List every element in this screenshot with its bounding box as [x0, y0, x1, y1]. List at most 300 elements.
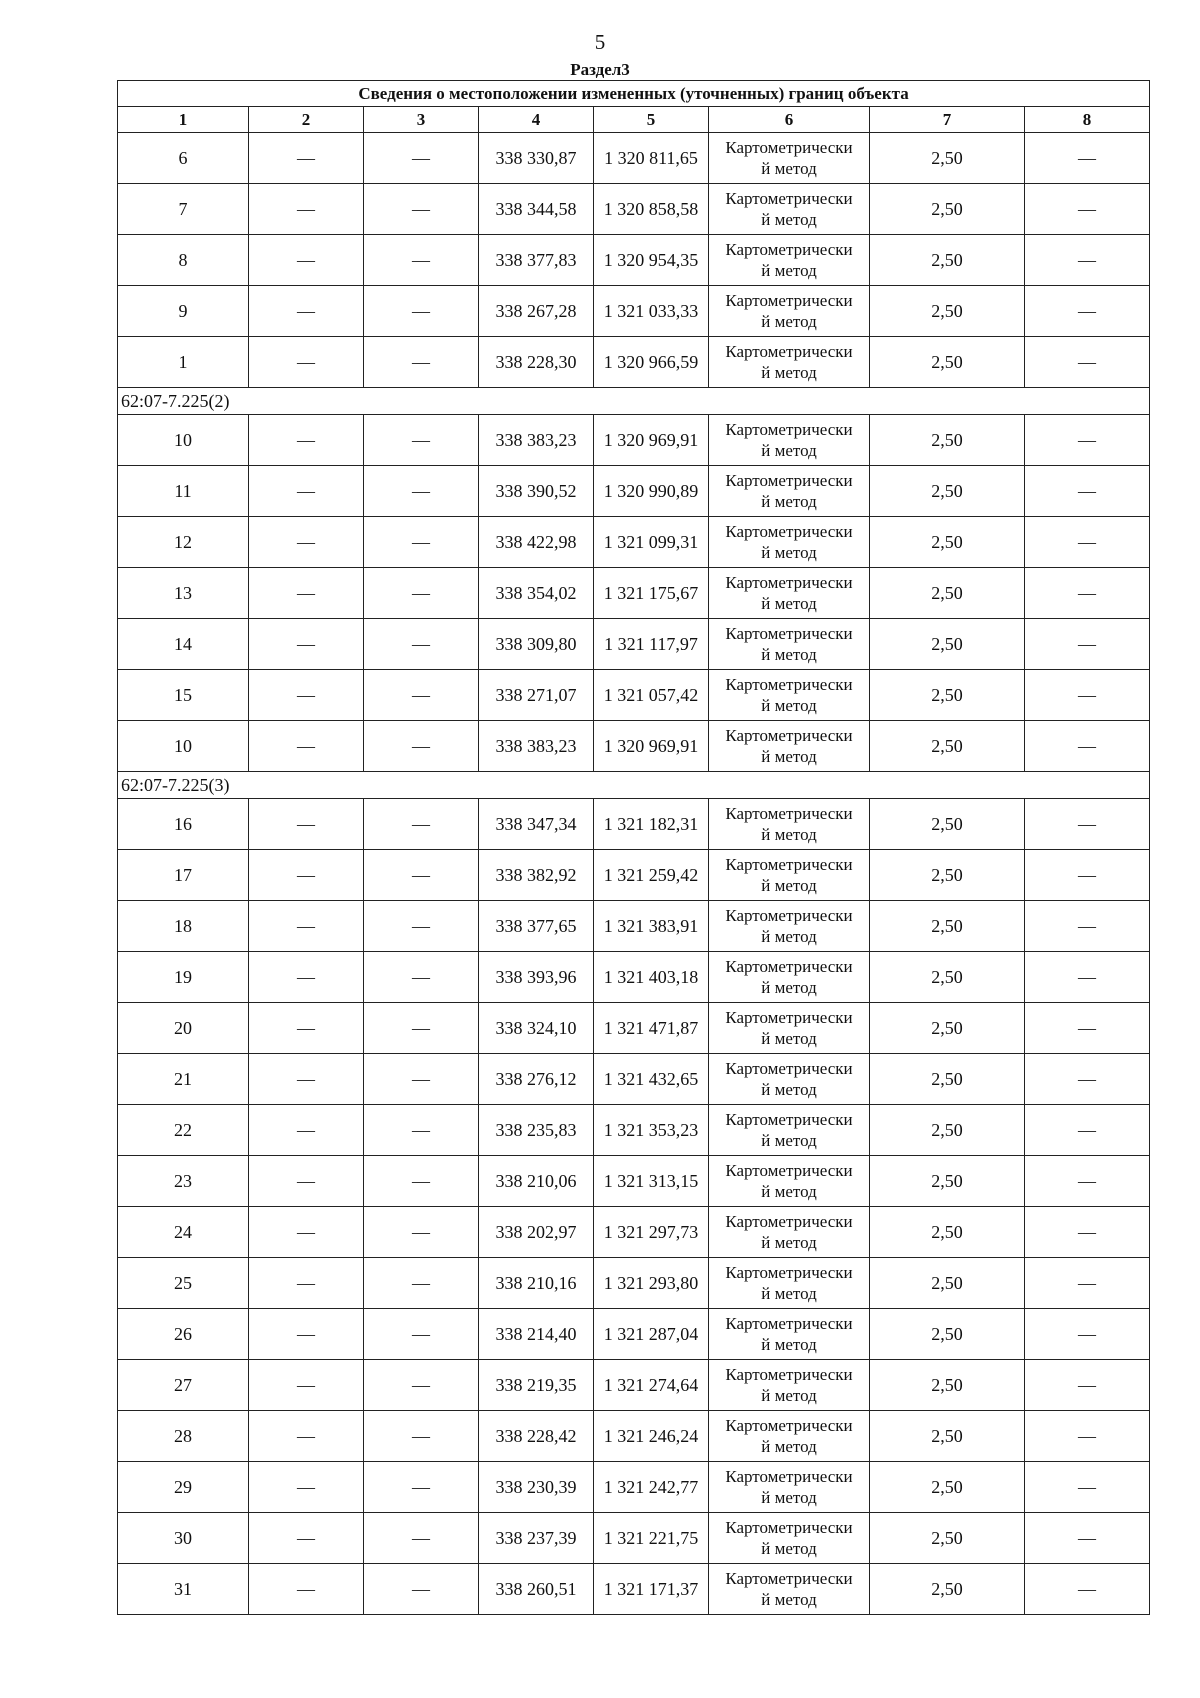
- col2-cell: —: [249, 1105, 364, 1156]
- method-text-line: й метод: [761, 1182, 817, 1201]
- col2-cell: —: [249, 1309, 364, 1360]
- method-cell: [709, 1360, 870, 1411]
- col8-cell: —: [1025, 415, 1150, 466]
- y-coordinate-cell: 1 320 969,91: [594, 721, 709, 772]
- col3-cell: —: [364, 1513, 479, 1564]
- table-row: [118, 1054, 1150, 1105]
- x-coordinate-cell: 338 382,92: [479, 850, 594, 901]
- table-row: [118, 1564, 1150, 1615]
- y-coordinate-cell: 1 321 175,67: [594, 568, 709, 619]
- col2-cell: —: [249, 1411, 364, 1462]
- method-text-line: Картометрически: [725, 522, 853, 541]
- point-number-cell: 12: [118, 517, 249, 568]
- method-text-line: й метод: [761, 1590, 817, 1609]
- method-text-line: й метод: [761, 492, 817, 511]
- col8-cell: —: [1025, 901, 1150, 952]
- table-row: [118, 337, 1150, 388]
- method-cell: [709, 337, 870, 388]
- method-text-line: Картометрически: [725, 675, 853, 694]
- accuracy-cell: 2,50: [870, 466, 1025, 517]
- col8-cell: —: [1025, 235, 1150, 286]
- col8-cell: —: [1025, 1513, 1150, 1564]
- accuracy-cell: 2,50: [870, 1156, 1025, 1207]
- point-number-cell: 31: [118, 1564, 249, 1615]
- method-text-line: Картометрически: [725, 1416, 853, 1435]
- x-coordinate-cell: 338 324,10: [479, 1003, 594, 1054]
- method-text-line: Картометрически: [725, 957, 853, 976]
- method-text-line: й метод: [761, 1488, 817, 1507]
- method-text-line: й метод: [761, 594, 817, 613]
- method-text-line: Картометрически: [725, 906, 853, 925]
- method-cell: [709, 1003, 870, 1054]
- y-coordinate-cell: 1 320 990,89: [594, 466, 709, 517]
- point-number-cell: 10: [118, 415, 249, 466]
- x-coordinate-cell: 338 210,06: [479, 1156, 594, 1207]
- table-row: [118, 1411, 1150, 1462]
- method-cell: [709, 721, 870, 772]
- method-text-line: й метод: [761, 978, 817, 997]
- x-coordinate-cell: 338 202,97: [479, 1207, 594, 1258]
- y-coordinate-cell: 1 321 171,37: [594, 1564, 709, 1615]
- method-text-line: й метод: [761, 159, 817, 178]
- col2-cell: —: [249, 619, 364, 670]
- method-text-line: Картометрически: [725, 240, 853, 259]
- method-text-line: Картометрически: [725, 573, 853, 592]
- col3-cell: —: [364, 1105, 479, 1156]
- col8-cell: —: [1025, 184, 1150, 235]
- table-row: [118, 901, 1150, 952]
- method-text-line: й метод: [761, 1386, 817, 1405]
- accuracy-cell: 2,50: [870, 286, 1025, 337]
- x-coordinate-cell: 338 271,07: [479, 670, 594, 721]
- point-number-cell: 18: [118, 901, 249, 952]
- point-number-cell: 16: [118, 799, 249, 850]
- col2-cell: —: [249, 184, 364, 235]
- col8-cell: —: [1025, 1360, 1150, 1411]
- method-cell: [709, 466, 870, 517]
- column-header: 7: [870, 107, 1025, 133]
- accuracy-cell: 2,50: [870, 619, 1025, 670]
- method-text-line: й метод: [761, 927, 817, 946]
- accuracy-cell: 2,50: [870, 184, 1025, 235]
- point-number-cell: 10: [118, 721, 249, 772]
- x-coordinate-cell: 338 390,52: [479, 466, 594, 517]
- point-number-cell: 26: [118, 1309, 249, 1360]
- method-cell: [709, 286, 870, 337]
- x-coordinate-cell: 338 267,28: [479, 286, 594, 337]
- col3-cell: —: [364, 1309, 479, 1360]
- col8-cell: —: [1025, 952, 1150, 1003]
- method-text-line: Картометрически: [725, 1212, 853, 1231]
- method-text-line: й метод: [761, 1437, 817, 1456]
- method-cell: [709, 952, 870, 1003]
- col2-cell: —: [249, 1207, 364, 1258]
- method-cell: [709, 1207, 870, 1258]
- method-text-line: й метод: [761, 210, 817, 229]
- accuracy-cell: 2,50: [870, 568, 1025, 619]
- accuracy-cell: 2,50: [870, 850, 1025, 901]
- method-cell: [709, 799, 870, 850]
- method-text-line: й метод: [761, 312, 817, 331]
- col8-cell: —: [1025, 466, 1150, 517]
- table-row: [118, 850, 1150, 901]
- method-text-line: Картометрически: [725, 138, 853, 157]
- accuracy-cell: 2,50: [870, 1207, 1025, 1258]
- accuracy-cell: 2,50: [870, 1309, 1025, 1360]
- col3-cell: —: [364, 1054, 479, 1105]
- method-text-line: Картометрически: [725, 855, 853, 874]
- method-text-line: й метод: [761, 645, 817, 664]
- method-text-line: Картометрически: [725, 291, 853, 310]
- contour-group-row: [118, 388, 1150, 415]
- col8-cell: —: [1025, 517, 1150, 568]
- method-text-line: Картометрически: [725, 189, 853, 208]
- point-number-cell: 8: [118, 235, 249, 286]
- y-coordinate-cell: 1 321 057,42: [594, 670, 709, 721]
- method-cell: [709, 568, 870, 619]
- col2-cell: —: [249, 850, 364, 901]
- col8-cell: —: [1025, 1105, 1150, 1156]
- y-coordinate-cell: 1 321 471,87: [594, 1003, 709, 1054]
- col2-cell: —: [249, 415, 364, 466]
- col8-cell: —: [1025, 1207, 1150, 1258]
- col8-cell: —: [1025, 1054, 1150, 1105]
- method-text-line: й метод: [761, 1233, 817, 1252]
- col3-cell: —: [364, 517, 479, 568]
- method-cell: [709, 901, 870, 952]
- method-cell: [709, 415, 870, 466]
- method-text-line: й метод: [761, 441, 817, 460]
- method-cell: [709, 184, 870, 235]
- section-title: Раздел3: [570, 60, 630, 79]
- accuracy-cell: 2,50: [870, 517, 1025, 568]
- method-text-line: Картометрически: [725, 1161, 853, 1180]
- point-number-cell: 14: [118, 619, 249, 670]
- table-row: [118, 1513, 1150, 1564]
- accuracy-cell: 2,50: [870, 1105, 1025, 1156]
- method-cell: [709, 619, 870, 670]
- col2-cell: —: [249, 901, 364, 952]
- column-header: 1: [118, 107, 249, 133]
- y-coordinate-cell: 1 320 969,91: [594, 415, 709, 466]
- point-number-cell: 1: [118, 337, 249, 388]
- col3-cell: —: [364, 415, 479, 466]
- method-text-line: й метод: [761, 1284, 817, 1303]
- method-text-line: Картометрически: [725, 624, 853, 643]
- column-header: 3: [364, 107, 479, 133]
- method-cell: [709, 133, 870, 184]
- col3-cell: —: [364, 1360, 479, 1411]
- method-text-line: Картометрически: [725, 342, 853, 361]
- col3-cell: —: [364, 1564, 479, 1615]
- method-cell: [709, 1309, 870, 1360]
- y-coordinate-cell: 1 320 811,65: [594, 133, 709, 184]
- point-number-cell: 27: [118, 1360, 249, 1411]
- x-coordinate-cell: 338 219,35: [479, 1360, 594, 1411]
- x-coordinate-cell: 338 383,23: [479, 415, 594, 466]
- y-coordinate-cell: 1 321 246,24: [594, 1411, 709, 1462]
- col8-cell: —: [1025, 721, 1150, 772]
- contour-group-row: [118, 772, 1150, 799]
- table-row: [118, 184, 1150, 235]
- x-coordinate-cell: 338 309,80: [479, 619, 594, 670]
- col2-cell: —: [249, 286, 364, 337]
- x-coordinate-cell: 338 214,40: [479, 1309, 594, 1360]
- col8-cell: —: [1025, 619, 1150, 670]
- col8-cell: —: [1025, 568, 1150, 619]
- x-coordinate-cell: 338 210,16: [479, 1258, 594, 1309]
- accuracy-cell: 2,50: [870, 1513, 1025, 1564]
- y-coordinate-cell: 1 321 353,23: [594, 1105, 709, 1156]
- col2-cell: —: [249, 1564, 364, 1615]
- method-text-line: Картометрически: [725, 471, 853, 490]
- method-cell: [709, 1105, 870, 1156]
- point-number-cell: 25: [118, 1258, 249, 1309]
- accuracy-cell: 2,50: [870, 1411, 1025, 1462]
- method-text-line: й метод: [761, 261, 817, 280]
- col8-cell: —: [1025, 1258, 1150, 1309]
- method-text-line: Картометрически: [725, 1518, 853, 1537]
- table-row: [118, 286, 1150, 337]
- col2-cell: —: [249, 133, 364, 184]
- point-number-cell: 6: [118, 133, 249, 184]
- col3-cell: —: [364, 1003, 479, 1054]
- col8-cell: —: [1025, 133, 1150, 184]
- point-number-cell: 23: [118, 1156, 249, 1207]
- col2-cell: —: [249, 1513, 364, 1564]
- y-coordinate-cell: 1 321 117,97: [594, 619, 709, 670]
- y-coordinate-cell: 1 321 242,77: [594, 1462, 709, 1513]
- point-number-cell: 13: [118, 568, 249, 619]
- col3-cell: —: [364, 1462, 479, 1513]
- accuracy-cell: 2,50: [870, 901, 1025, 952]
- col3-cell: —: [364, 184, 479, 235]
- method-text-line: Картометрически: [725, 1467, 853, 1486]
- x-coordinate-cell: 338 237,39: [479, 1513, 594, 1564]
- contour-label: 62:07-7.225(3): [118, 772, 1150, 799]
- method-text-line: Картометрически: [725, 1059, 853, 1078]
- method-cell: [709, 1513, 870, 1564]
- table-row: [118, 799, 1150, 850]
- accuracy-cell: 2,50: [870, 1054, 1025, 1105]
- table-row: [118, 1360, 1150, 1411]
- point-number-cell: 21: [118, 1054, 249, 1105]
- point-number-cell: 9: [118, 286, 249, 337]
- col3-cell: —: [364, 1258, 479, 1309]
- col3-cell: —: [364, 1411, 479, 1462]
- y-coordinate-cell: 1 321 432,65: [594, 1054, 709, 1105]
- accuracy-cell: 2,50: [870, 1258, 1025, 1309]
- method-text-line: Картометрически: [725, 1263, 853, 1282]
- accuracy-cell: 2,50: [870, 952, 1025, 1003]
- point-number-cell: 7: [118, 184, 249, 235]
- method-text-line: Картометрически: [725, 1365, 853, 1384]
- x-coordinate-cell: 338 347,34: [479, 799, 594, 850]
- col3-cell: —: [364, 337, 479, 388]
- col2-cell: —: [249, 799, 364, 850]
- y-coordinate-cell: 1 321 033,33: [594, 286, 709, 337]
- column-header: 8: [1025, 107, 1150, 133]
- table-row: [118, 721, 1150, 772]
- y-coordinate-cell: 1 321 182,31: [594, 799, 709, 850]
- col2-cell: —: [249, 466, 364, 517]
- method-text-line: Картометрически: [725, 1569, 853, 1588]
- method-cell: [709, 1156, 870, 1207]
- x-coordinate-cell: 338 422,98: [479, 517, 594, 568]
- point-number-cell: 20: [118, 1003, 249, 1054]
- col3-cell: —: [364, 286, 479, 337]
- accuracy-cell: 2,50: [870, 799, 1025, 850]
- point-number-cell: 15: [118, 670, 249, 721]
- table-row: [118, 466, 1150, 517]
- method-text-line: Картометрически: [725, 1314, 853, 1333]
- method-text-line: Картометрически: [725, 1110, 853, 1129]
- method-text-line: й метод: [761, 696, 817, 715]
- col3-cell: —: [364, 466, 479, 517]
- col8-cell: —: [1025, 1411, 1150, 1462]
- method-cell: [709, 670, 870, 721]
- accuracy-cell: 2,50: [870, 337, 1025, 388]
- point-number-cell: 30: [118, 1513, 249, 1564]
- col3-cell: —: [364, 1156, 479, 1207]
- table-row: [118, 133, 1150, 184]
- col3-cell: —: [364, 850, 479, 901]
- method-cell: [709, 1411, 870, 1462]
- method-cell: [709, 1258, 870, 1309]
- col8-cell: —: [1025, 1462, 1150, 1513]
- method-text-line: Картометрически: [725, 1008, 853, 1027]
- y-coordinate-cell: 1 321 274,64: [594, 1360, 709, 1411]
- table-row: [118, 1462, 1150, 1513]
- table-row: [118, 1309, 1150, 1360]
- col3-cell: —: [364, 133, 479, 184]
- y-coordinate-cell: 1 321 099,31: [594, 517, 709, 568]
- method-text-line: Картометрически: [725, 726, 853, 745]
- method-text-line: Картометрически: [725, 420, 853, 439]
- col2-cell: —: [249, 1360, 364, 1411]
- col8-cell: —: [1025, 670, 1150, 721]
- y-coordinate-cell: 1 320 858,58: [594, 184, 709, 235]
- method-text-line: Картометрически: [725, 804, 853, 823]
- col3-cell: —: [364, 799, 479, 850]
- x-coordinate-cell: 338 377,83: [479, 235, 594, 286]
- accuracy-cell: 2,50: [870, 1462, 1025, 1513]
- col2-cell: —: [249, 721, 364, 772]
- x-coordinate-cell: 338 383,23: [479, 721, 594, 772]
- table-row: [118, 1156, 1150, 1207]
- x-coordinate-cell: 338 330,87: [479, 133, 594, 184]
- accuracy-cell: 2,50: [870, 1564, 1025, 1615]
- x-coordinate-cell: 338 276,12: [479, 1054, 594, 1105]
- method-cell: [709, 850, 870, 901]
- x-coordinate-cell: 338 235,83: [479, 1105, 594, 1156]
- table-row: [118, 952, 1150, 1003]
- table-row: [118, 1105, 1150, 1156]
- col3-cell: —: [364, 1207, 479, 1258]
- y-coordinate-cell: 1 321 287,04: [594, 1309, 709, 1360]
- x-coordinate-cell: 338 228,30: [479, 337, 594, 388]
- col2-cell: —: [249, 1462, 364, 1513]
- x-coordinate-cell: 338 260,51: [479, 1564, 594, 1615]
- point-number-cell: 28: [118, 1411, 249, 1462]
- method-cell: [709, 235, 870, 286]
- col2-cell: —: [249, 1258, 364, 1309]
- col3-cell: —: [364, 619, 479, 670]
- accuracy-cell: 2,50: [870, 721, 1025, 772]
- col3-cell: —: [364, 952, 479, 1003]
- col2-cell: —: [249, 517, 364, 568]
- y-coordinate-cell: 1 321 297,73: [594, 1207, 709, 1258]
- table-row: [118, 568, 1150, 619]
- accuracy-cell: 2,50: [870, 133, 1025, 184]
- method-text-line: й метод: [761, 1335, 817, 1354]
- contour-label: 62:07-7.225(2): [118, 388, 1150, 415]
- col3-cell: —: [364, 568, 479, 619]
- method-text-line: й метод: [761, 363, 817, 382]
- column-header: 6: [709, 107, 870, 133]
- x-coordinate-cell: 338 228,42: [479, 1411, 594, 1462]
- point-number-cell: 29: [118, 1462, 249, 1513]
- col3-cell: —: [364, 235, 479, 286]
- col2-cell: —: [249, 1156, 364, 1207]
- col2-cell: —: [249, 1054, 364, 1105]
- point-number-cell: 17: [118, 850, 249, 901]
- col8-cell: —: [1025, 337, 1150, 388]
- page-number: 5: [594, 30, 606, 54]
- col2-cell: —: [249, 952, 364, 1003]
- table-row: [118, 517, 1150, 568]
- col8-cell: —: [1025, 1564, 1150, 1615]
- col8-cell: —: [1025, 286, 1150, 337]
- table-row: [118, 1207, 1150, 1258]
- col2-cell: —: [249, 568, 364, 619]
- table-row: [118, 1258, 1150, 1309]
- method-text-line: й метод: [761, 1131, 817, 1150]
- table-row: [118, 1003, 1150, 1054]
- point-number-cell: 11: [118, 466, 249, 517]
- column-header: 2: [249, 107, 364, 133]
- y-coordinate-cell: 1 321 221,75: [594, 1513, 709, 1564]
- col8-cell: —: [1025, 1156, 1150, 1207]
- point-number-cell: 22: [118, 1105, 249, 1156]
- y-coordinate-cell: 1 321 313,15: [594, 1156, 709, 1207]
- method-text-line: й метод: [761, 1539, 817, 1558]
- y-coordinate-cell: 1 320 966,59: [594, 337, 709, 388]
- col3-cell: —: [364, 670, 479, 721]
- point-number-cell: 24: [118, 1207, 249, 1258]
- accuracy-cell: 2,50: [870, 235, 1025, 286]
- x-coordinate-cell: 338 393,96: [479, 952, 594, 1003]
- accuracy-cell: 2,50: [870, 415, 1025, 466]
- y-coordinate-cell: 1 321 259,42: [594, 850, 709, 901]
- col3-cell: —: [364, 721, 479, 772]
- col8-cell: —: [1025, 850, 1150, 901]
- column-header: 5: [594, 107, 709, 133]
- method-cell: [709, 517, 870, 568]
- method-cell: [709, 1462, 870, 1513]
- x-coordinate-cell: 338 230,39: [479, 1462, 594, 1513]
- col2-cell: —: [249, 235, 364, 286]
- accuracy-cell: 2,50: [870, 670, 1025, 721]
- col8-cell: —: [1025, 1003, 1150, 1054]
- method-text-line: й метод: [761, 543, 817, 562]
- table-row: [118, 670, 1150, 721]
- table-caption: Сведения о местоположении измененных (уточненных) границ объекта: [118, 81, 1150, 107]
- y-coordinate-cell: 1 321 383,91: [594, 901, 709, 952]
- column-header: 4: [479, 107, 594, 133]
- accuracy-cell: 2,50: [870, 1360, 1025, 1411]
- method-text-line: й метод: [761, 1029, 817, 1048]
